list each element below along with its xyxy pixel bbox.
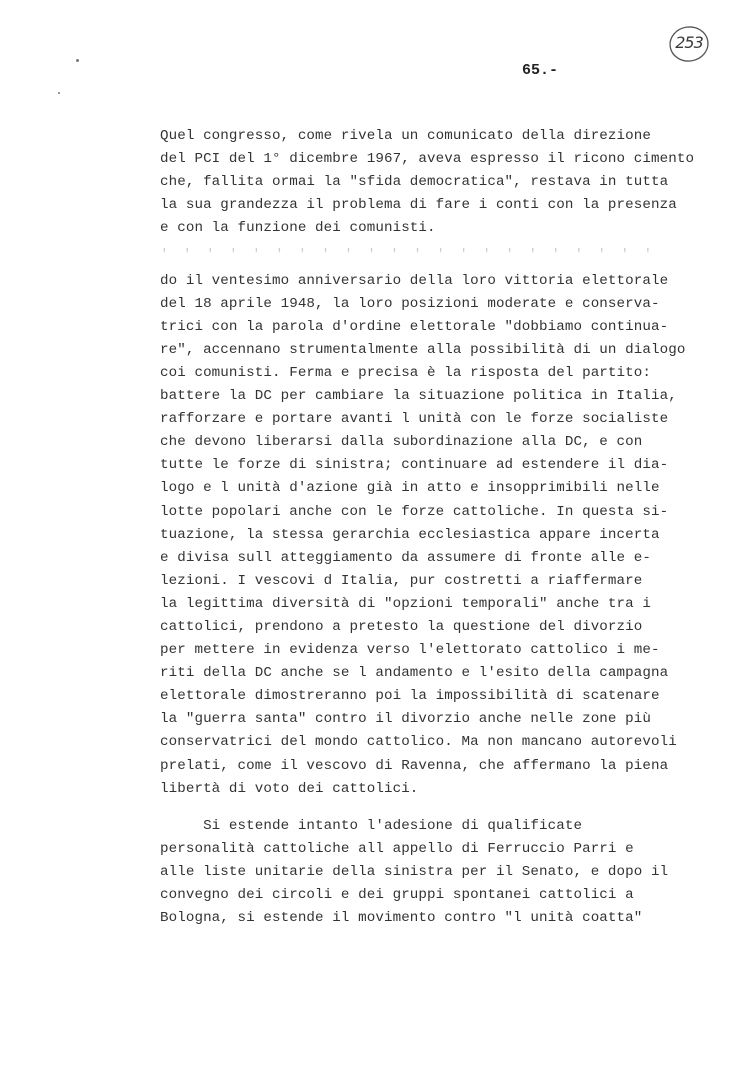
text-line: trici con la parola d'ordine elettorale "dobbiamo continua- bbox=[160, 318, 669, 335]
paragraph-1 bbox=[160, 125, 720, 240]
text-line: do il ventesimo anniversario della loro vittoria elettorale bbox=[160, 272, 669, 289]
text-line: conservatrici del mondo cattolico. Ma non mancano autorevoli bbox=[160, 734, 677, 751]
text-line: la legittima diversità di "opzioni temporali" anche tra i bbox=[160, 595, 651, 612]
text-line: libertà di voto dei cattolici. bbox=[160, 780, 419, 797]
scan-speck bbox=[76, 59, 79, 62]
text-line: logo e l unità d'azione già in atto e insopprimibili nelle bbox=[160, 480, 660, 497]
page-number: 65.- bbox=[522, 62, 559, 79]
text-line: che devono liberarsi dalla subordinazione alla DC, e con bbox=[160, 434, 643, 451]
paragraph-3 bbox=[160, 815, 720, 930]
text-line: lezioni. I vescovi d Italia, pur costretti a riaffermare bbox=[160, 572, 643, 589]
text-line: del PCI del 1° dicembre 1967, aveva espresso il ricono cimento bbox=[160, 151, 695, 168]
archive-page-stamp bbox=[668, 24, 710, 64]
text-line: personalità cattoliche all appello di Ferruccio Parri e bbox=[160, 840, 634, 857]
text-line: Bologna, si estende il movimento contro "l unità coatta" bbox=[160, 910, 643, 927]
text-line: e con la funzione dei comunisti. bbox=[160, 220, 436, 237]
text-line: e divisa sull atteggiamento da assumere di fronte alle e- bbox=[160, 549, 651, 566]
text-line: la sua grandezza il problema di fare i conti con la presenza bbox=[160, 197, 677, 214]
text-line: elettorale dimostreranno poi la impossibilità di scatenare bbox=[160, 688, 660, 705]
text-line: per mettere in evidenza verso l'elettorato cattolico i me- bbox=[160, 642, 660, 659]
text-line: tutte le forze di sinistra; continuare ad estendere il dia- bbox=[160, 457, 669, 474]
text-line: rafforzare e portare avanti l unità con le forze socialiste bbox=[160, 411, 669, 428]
text-line: coi comunisti. Ferma e precisa è la risposta del partito: bbox=[160, 364, 651, 381]
scan-speck bbox=[58, 92, 60, 94]
text-line: Si estende intanto l'adesione di qualificate bbox=[160, 817, 583, 834]
text-line: convegno dei circoli e dei gruppi spontanei cattolici a bbox=[160, 887, 634, 903]
text-line: alle liste unitarie della sinistra per il Senato, e dopo il bbox=[160, 863, 669, 880]
body-text bbox=[160, 125, 720, 930]
text-line: che, fallita ormai la "sfida democratica", restava in tutta bbox=[160, 174, 669, 191]
text-line: cattolici, prendono a pretesto la questione del divorzio bbox=[160, 618, 643, 635]
text-line: lotte popolari anche con le forze cattoliche. In questa si- bbox=[160, 503, 669, 520]
paragraph-2 bbox=[160, 270, 720, 801]
text-line: battere la DC per cambiare la situazione politica in Italia, bbox=[160, 388, 677, 405]
text-line: re", accennano strumentalmente alla possibilità di un dialogo bbox=[160, 341, 686, 358]
text-line: Quel congresso, come rivela un comunicato della direzione bbox=[160, 128, 651, 144]
text-line: riti della DC anche se l andamento e l'esito della campagna bbox=[160, 665, 669, 682]
text-line: la "guerra santa" contro il divorzio anche nelle zone più bbox=[160, 711, 651, 728]
text-line: prelati, come il vescovo di Ravenna, che affermano la piena bbox=[160, 757, 669, 774]
text-line: del 18 aprile 1948, la loro posizioni moderate e conserva- bbox=[160, 295, 660, 312]
archive-number: 253 bbox=[675, 33, 703, 52]
faint-bleed-line: ' ' ' ' ' ' ' ' ' ' ' ' ' ' ' ' ' ' ' ' ' ' bbox=[160, 247, 656, 264]
text-line: tuazione, la stessa gerarchia ecclesiastica appare incerta bbox=[160, 526, 660, 543]
